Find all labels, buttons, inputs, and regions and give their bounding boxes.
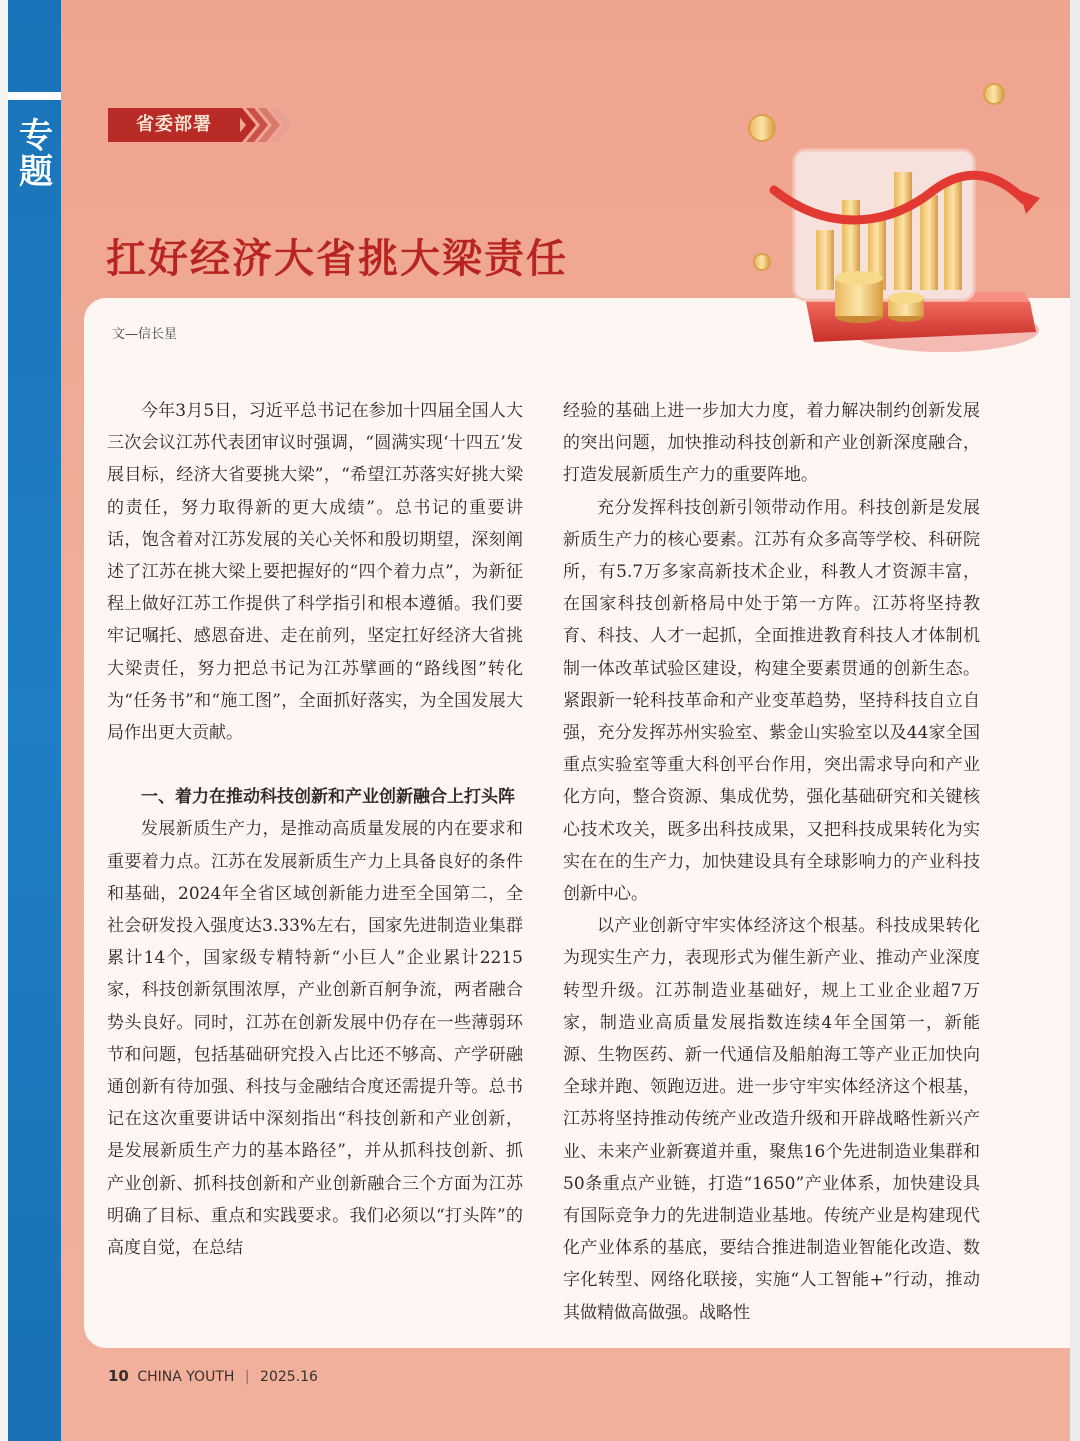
paragraph-intro: 今年3月5日，习近平总书记在参加十四届全国人大三次会议江苏代表团审议时强调，“圆满实现‘十四五’发展目标，经济大省要挑大梁”，“希望江苏落实好挑大梁的责任，努力取得新的更大成绩”。总书记的重要讲话，饱含着对江苏发展的关心关怀和殷切期望，深刻阐述了江苏在挑大梁上要把握好的“四个着力点”，为新征程上做好江苏工作提供了科学指引和根本遵循。我们要牢记嘱托、感恩奋进、走在前列，坚定扛好经济大省挑大梁责任，努力把总书记为江苏擘画的“路线图”转化为“任务书”和“施工图”，全面抓好落实，为全国发展大局作出更大贡献。 [107, 401, 523, 744]
section-tag: 省委部署 [108, 108, 240, 142]
page-footer [108, 1367, 318, 1385]
tag-stripes-icon [232, 108, 292, 142]
paragraph-continued: 经验的基础上进一步加大力度，着力解决制约创新发展的突出问题，加快推动科技创新和产业创新深度融合，打造发展新质生产力的重要阵地。 [563, 401, 980, 486]
magazine-name: CHINA YOUTH [137, 1369, 235, 1385]
side-label-char-1: 专 [19, 116, 53, 156]
paragraph-industry-innovation: 以产业创新守牢实体经济这个根基。科技成果转化为现实生产力，表现形式为催生新产业、推动产业深度转型升级。江苏制造业基础好，规上工业企业超7万家，制造业高质量发展指数连续4年全国第一，新能源、生物医药、新一代通信及船舶海工等产业正加快向全球并跑、领跑迈进。进一步守牢实体经济这个根基，江苏将坚持推动传统产业改造升级和开辟战略性新兴产业、未来产业新赛道并重，聚焦16个先进制造业集群和50条重点产业链，打造“1650”产业体系，加快建设具有国际竞争力的先进制造业基地。传统产业是构建现代化产业体系的基底，要结合推进制造业智能化改造、数字化转型、网络化联接，实施“人工智能+”行动，推动其做精做高做强。战略性 [563, 916, 980, 1323]
paragraph-section-1: 发展新质生产力，是推动高质量发展的内在要求和重要着力点。江苏在发展新质生产力上具备良好的条件和基础，2024年全省区域创新能力进至全国第二，全社会研发投入强度达3.33%左右，国家先进制造业集群累计14个，国家级专精特新“小巨人”企业累计2215家，科技创新氛围浓厚，产业创新百舸争流，两者融合势头良好。同时，江苏在创新发展中仍存在一些薄弱环节和问题，包括基础研究投入占比还不够高、产学研融通创新有待加强、科技与金融结合度还需提升等。总书记在这次重要讲话中深刻指出“科技创新和产业创新，是发展新质生产力的基本路径”，并从抓科技创新、抓产业创新、抓科技创新和产业创新融合三个方面为江苏明确了目标、重点和实践要求。我们必须以“打头阵”的高度自觉，在总结 [107, 819, 523, 1259]
side-label-char-2: 题 [19, 152, 53, 192]
page-number: 10 [108, 1367, 129, 1385]
section-heading-1: 一、着力在推动科技创新和产业创新融合上打头阵 [141, 787, 515, 808]
page-edge [0, 0, 8, 1441]
article-left-column [107, 395, 523, 1264]
side-section-label [14, 118, 58, 190]
article-headline: 扛好经济大省挑大梁责任 [106, 235, 568, 282]
paragraph-tech-innovation: 充分发挥科技创新引领带动作用。科技创新是发展新质生产力的核心要素。江苏有众多高等学校、科研院所，有5.7万多家高新技术企业，科教人才资源丰富，在国家科技创新格局中处于第一方阵。江苏将坚持教育、科技、人才一起抓，全面推进教育科技人才体制机制一体改革试验区建设，构建全要素贯通的创新生态。紧跟新一轮科技革命和产业变革趋势，坚持科技自立自强，充分发挥苏州实验室、紫金山实验室以及44家全国重点实验室等重大科创平台作用，突出需求导向和产业化方向，整合资源、集成优势，强化基础研究和关键核心技术攻关，既多出科技成果，又把科技成果转化为实实在在的生产力，加快建设具有全球影响力的产业科技创新中心。 [563, 497, 980, 905]
article-right-column [563, 395, 980, 1329]
footer-separator: | [244, 1369, 250, 1385]
side-color-strip [8, 0, 61, 1441]
article-byline: 文—信长星 [112, 327, 178, 342]
issue-number: 2025.16 [260, 1369, 318, 1385]
side-strip-divider [8, 92, 61, 100]
page-right-edge [1070, 0, 1080, 1441]
growth-chart-with-coins-icon [744, 80, 1044, 370]
